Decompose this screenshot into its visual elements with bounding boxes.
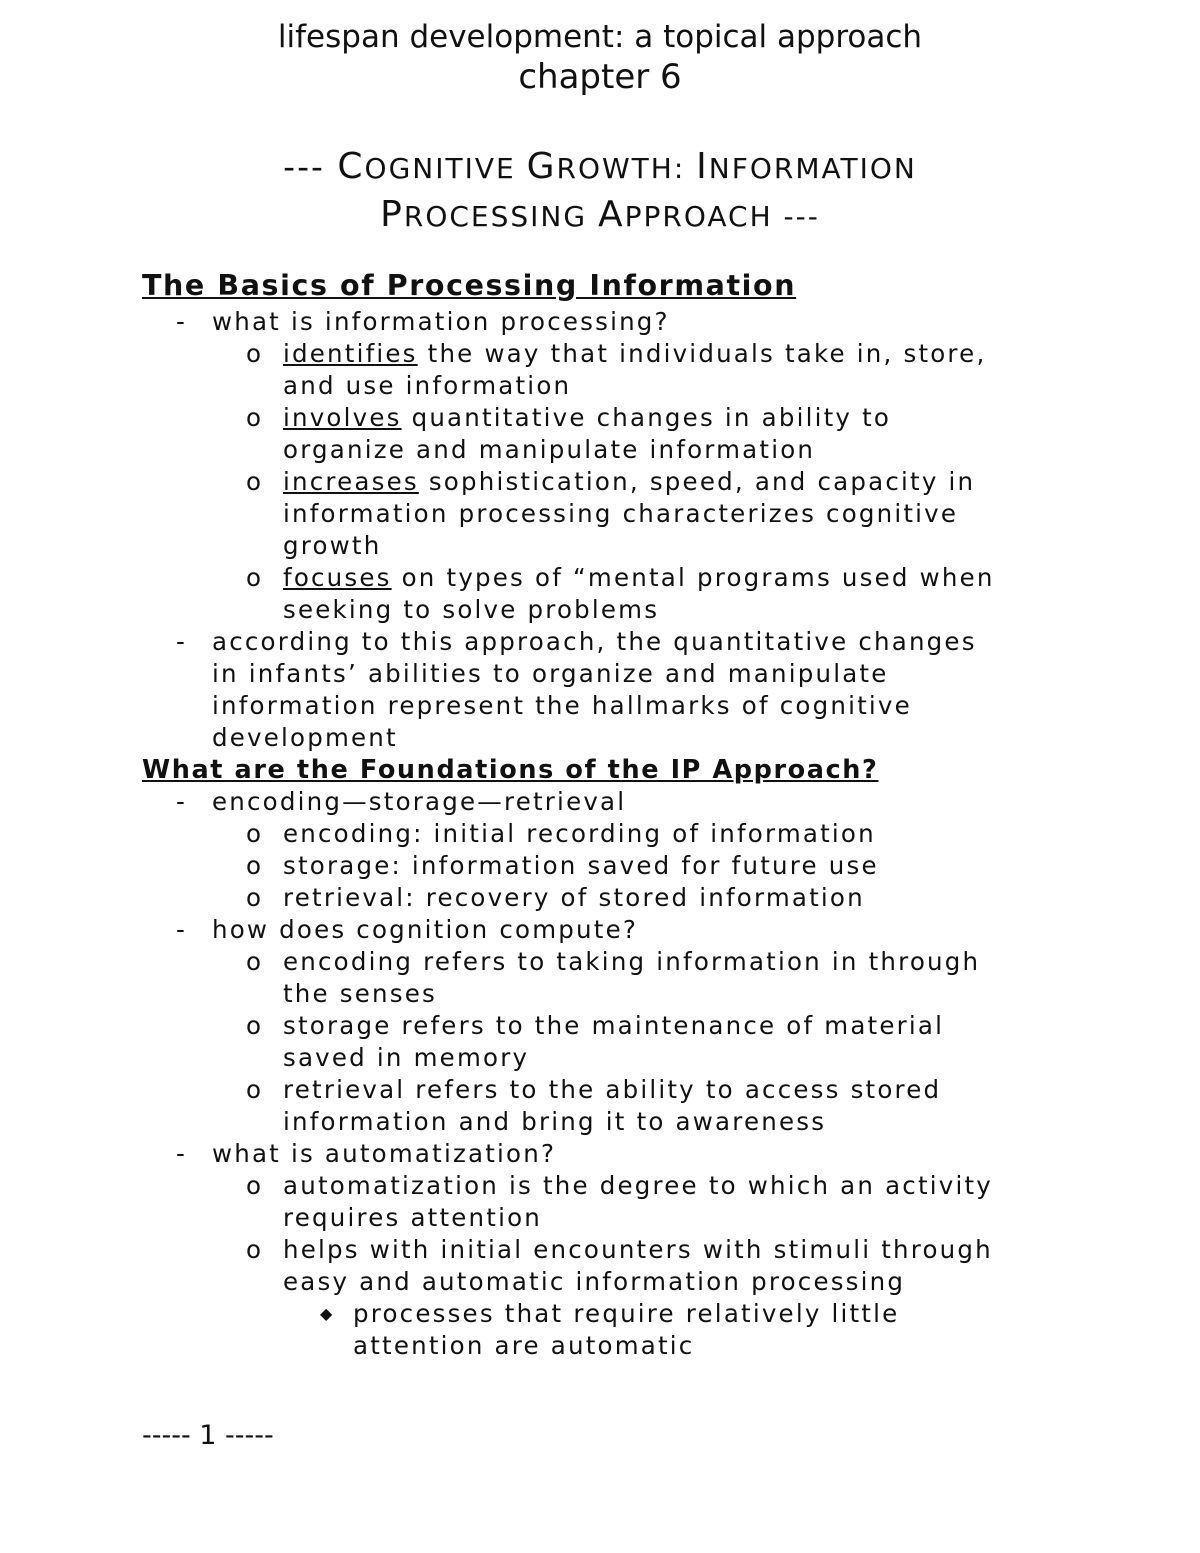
dash-marker: - [176,787,188,816]
underlined-term: identifies [283,339,418,368]
list-item: o encoding refers to taking information in through [246,947,981,976]
list-item-continuation: information and bring it to awareness [283,1107,827,1136]
list-item-continuation: information processing characterizes cognitive [283,499,959,528]
list-item: - encoding—storage—retrieval [176,787,627,816]
dash-marker: - [176,627,188,656]
underlined-term: increases [283,467,419,496]
list-item-continuation: development [212,723,398,752]
circle-marker: o [246,563,264,592]
list-item: o automatization is the degree to which an activity [246,1171,993,1200]
dash-marker: - [176,307,188,336]
page-number: ----- 1 ----- [142,1420,274,1451]
underlined-term: involves [283,403,402,432]
circle-marker: o [246,883,264,912]
list-item: o retrieval: recovery of stored information [246,883,865,912]
diamond-bullet-icon: ◆ [320,1304,335,1323]
outline-body [142,266,1082,1362]
list-item-continuation: easy and automatic information processing [283,1267,906,1296]
list-item: o increases sophistication, speed, and capacity in [246,467,976,496]
list-item: o identifies the way that individuals take in, store, [246,339,987,368]
chapter-label: chapter 6 [518,57,682,97]
circle-marker: o [246,819,264,848]
list-item-continuation: organize and manipulate information [283,435,816,464]
banner-line-2: PROCESSING APPROACH --- [380,194,820,235]
list-item: o involves quantitative changes in ability to [246,403,892,432]
list-item: - what is information processing? [176,307,670,336]
dash-marker: - [176,1139,188,1168]
circle-marker: o [246,851,264,880]
list-item: - how does cognition compute? [176,915,639,944]
list-item: o storage refers to the maintenance of material [246,1011,945,1040]
circle-marker: o [246,467,264,496]
document-title: lifespan development: a topical approach [277,19,923,55]
circle-marker: o [246,1235,264,1264]
circle-marker: o [246,947,264,976]
list-item-continuation: growth [283,531,382,560]
list-item-continuation: the senses [283,979,437,1008]
circle-marker: o [246,1011,264,1040]
list-item-continuation: in infants’ abilities to organize and manipulate [212,659,889,688]
list-item: - what is automatization? [176,1139,557,1168]
chapter-banner [0,144,1200,240]
circle-marker: o [246,339,264,368]
dash-marker: - [176,915,188,944]
list-item: - according to this approach, the quantitative changes [176,627,977,656]
circle-marker: o [246,403,264,432]
list-item-continuation: attention are automatic [353,1331,695,1360]
list-item: o helps with initial encounters with stimuli through [246,1235,993,1264]
list-item-continuation: information represent the hallmarks of cognitive [212,691,912,720]
list-item-continuation: requires attention [283,1203,543,1232]
list-item: ◆ processes that require relatively little [320,1299,900,1328]
section-heading: What are the Foundations of the IP Approach? [142,755,879,785]
list-item: o encoding: initial recording of information [246,819,876,848]
list-item: o retrieval refers to the ability to access stored [246,1075,942,1104]
list-item: o focuses on types of “mental programs used when [246,563,995,592]
list-item: o storage: information saved for future use [246,851,879,880]
list-item-continuation: seeking to solve problems [283,595,660,624]
underlined-term: focuses [283,563,392,592]
list-item-continuation: and use information [283,371,572,400]
banner-line-1: --- COGNITIVE GROWTH: INFORMATION [283,146,917,187]
list-item-continuation: saved in memory [283,1043,530,1072]
circle-marker: o [246,1171,264,1200]
circle-marker: o [246,1075,264,1104]
section-heading: The Basics of Processing Information [142,269,797,302]
